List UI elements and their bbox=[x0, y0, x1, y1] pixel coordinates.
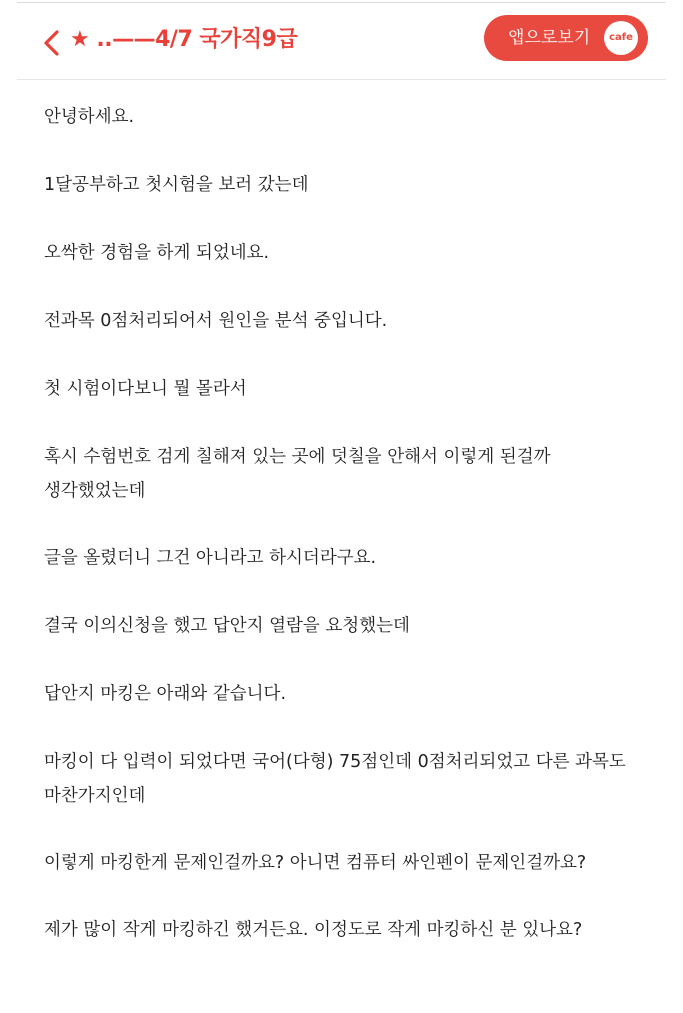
back-button[interactable] bbox=[41, 30, 63, 56]
post-paragraph: 마킹이 다 입력이 되었다면 국어(다형) 75점인데 0점처리되었고 다른 과목도 마찬가지인데 bbox=[44, 752, 626, 806]
post-paragraph: 답안지 마킹은 아래와 같습니다. bbox=[44, 684, 287, 704]
post-body bbox=[44, 100, 644, 980]
open-in-app-label: 앱으로보기 bbox=[508, 28, 591, 48]
post-paragraph: 1달공부하고 첫시험을 보러 갔는데 bbox=[44, 175, 309, 195]
post-paragraph: 결국 이의신청을 했고 답안지 열람을 요청했는데 bbox=[44, 616, 410, 636]
top-app-bar bbox=[17, 3, 666, 80]
post-paragraph: 안녕하세요. bbox=[44, 107, 135, 127]
open-in-app-button[interactable] bbox=[484, 15, 648, 61]
cafe-logo-icon bbox=[604, 21, 638, 55]
cafe-logo-text: cafe bbox=[609, 32, 633, 43]
chevron-left-icon bbox=[41, 30, 63, 56]
post-paragraph: 글을 올렸더니 그건 아니라고 하시더라구요. bbox=[44, 548, 377, 568]
post-paragraph: 전과목 0점처리되어서 원인을 분석 중입니다. bbox=[44, 311, 388, 331]
post-paragraph: 오싹한 경험을 하게 되었네요. bbox=[44, 243, 270, 263]
post-paragraph: 이렇게 마킹한게 문제인걸까요? 아니면 컴퓨터 싸인펜이 문제인걸까요? bbox=[44, 853, 587, 873]
post-paragraph: 첫 시험이다보니 뭘 몰라서 bbox=[44, 379, 247, 399]
page-title: ★ ..——4/7 국가직9급 bbox=[70, 27, 298, 52]
post-paragraph: 제가 많이 작게 마킹하긴 했거든요. 이정도로 작게 마킹하신 분 있나요? bbox=[44, 920, 583, 940]
post-paragraph: 혹시 수험번호 검게 칠해져 있는 곳에 덧칠을 안해서 이렇게 된걸까 생각했었는데 bbox=[44, 447, 551, 501]
